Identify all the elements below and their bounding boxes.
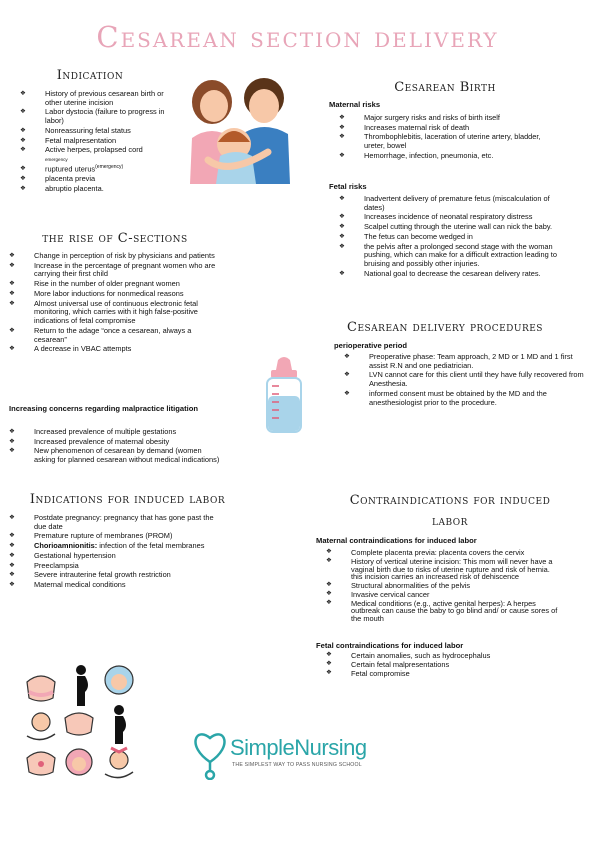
list-item: ❖ New phenomenon of cesarean by demand (women asking for planned cesarean without medical indications)	[9, 447, 224, 464]
maternal-contra-list	[326, 549, 561, 624]
list-item: ❖ Preoperative phase: Team approach, 2 MD or 1 MD and 1 first assist R.N and one pediatrician.	[344, 353, 584, 370]
list-item: ❖ Almost universal use of continuous electronic fetal monitoring, which carries with it high false-positive indications of fetal compromise	[9, 300, 224, 326]
list-item: ❖ LVN cannot care for this client until they have fully recovered from Anesthesia.	[344, 371, 584, 388]
belly-icon-2	[65, 713, 93, 735]
list-item: ❖ Increased prevalence of multiple gestations	[9, 428, 224, 437]
baby-girl-icon	[66, 749, 92, 775]
list-item: ❖ National goal to decrease the cesarean delivery rates.	[339, 270, 561, 279]
list-item: ❖ Nonreassuring fetal status	[20, 127, 165, 136]
induced-list	[9, 514, 224, 591]
contra-heading-line1: Contraindications for induced	[349, 493, 551, 508]
belly-icon	[27, 676, 55, 701]
indication-heading: Indication	[56, 68, 124, 83]
list-item: ❖ More labor inductions for nonmedical reasons	[9, 290, 224, 299]
list-item: ❖ Rise in the number of older pregnant women	[9, 280, 224, 289]
list-item: ❖ informed consent must be obtained by the MD and the anesthesiologist prior to the procedure.	[344, 390, 584, 407]
list-item: ❖ ruptured uterus$^{(emergency)}$	[20, 165, 165, 174]
list-item: ❖ Preeclampsia	[9, 562, 224, 571]
logo-name: SimpleNursing	[230, 735, 367, 760]
list-item: ❖ Medical conditions (e.g., active genital herpes): A herpes outbreak can cause the baby to go blind and/ or cause sores of the mouth	[326, 600, 561, 623]
list-item: ❖ Complete placenta previa: placenta covers the cervix	[326, 549, 561, 557]
list-item: ❖ Severe intrauterine fetal growth restriction	[9, 571, 224, 580]
pregnant-woman-icon	[76, 665, 88, 706]
baby-face-icon	[105, 666, 133, 694]
maternal-contra-heading: Maternal contraindications for induced labor	[316, 536, 477, 545]
list-item: ❖ Gestational hypertension	[9, 552, 224, 561]
list-item: ❖ Return to the adage “once a cesarean, always a cesarean”	[9, 327, 224, 344]
list-item: ❖ Increased prevalence of maternal obesity	[9, 438, 224, 447]
baby-hand-icon	[27, 713, 55, 740]
list-item: ❖ Change in perception of risk by physicians and patients	[9, 252, 224, 261]
list-item: ❖ Fetal compromise	[326, 670, 561, 678]
list-item: ❖ Labor dystocia (failure to progress in labor)	[20, 108, 165, 125]
list-item: ❖ Scalpel cutting through the uterine wall can nick the baby.	[339, 223, 561, 232]
fetal-risks-list	[339, 195, 561, 280]
concerns-list	[9, 428, 224, 466]
list-item: ❖ Postdate pregnancy: pregnancy that has gone past the due date	[9, 514, 224, 531]
procedures-list	[344, 353, 584, 408]
rise-list	[9, 252, 224, 355]
belly-heart-icon	[27, 752, 55, 775]
pregnant-woman-icon-2	[114, 705, 126, 744]
family-icon	[178, 72, 298, 187]
list-item: ❖ Fetal malpresentation	[20, 137, 165, 146]
list-item: ❖ Structural abnormalities of the pelvis	[326, 582, 561, 590]
page-title: Cesarean section delivery	[96, 20, 499, 54]
list-item: ❖ Invasive cervical cancer	[326, 591, 561, 599]
list-item: ❖ the pelvis after a prolonged second stage with the woman pushing, which can make for a difficult extraction leading to bruising and possibly other injuries.	[339, 243, 561, 269]
list-item: ❖ Certain fetal malpresentations	[326, 661, 561, 669]
list-item: ❖ Increases maternal risk of death	[339, 124, 559, 133]
list-item: ❖ A decrease in VBAC attempts	[9, 345, 224, 354]
indication-list	[20, 90, 165, 195]
contra-heading-line2: labor	[432, 514, 468, 529]
stethoscope-logo-icon	[190, 728, 230, 780]
perioperative-heading: perioperative period	[334, 341, 408, 350]
maternal-risks-heading: Maternal risks	[329, 100, 381, 109]
list-item: ❖ The fetus can become wedged in	[339, 233, 561, 242]
procedures-heading: Cesarean delivery procedures	[347, 320, 543, 335]
maternal-risks-list	[339, 114, 559, 162]
birth-heading: Cesarean Birth	[394, 80, 496, 95]
list-item: ❖ Thrombophlebitis, laceration of uterine artery, bladder, ureter, bowel	[339, 133, 559, 150]
logo-tagline: THE SIMPLEST WAY TO PASS NURSING SCHOOL	[232, 762, 362, 768]
list-item: ❖ Maternal medical conditions	[9, 581, 224, 590]
list-item: ❖ Major surgery risks and risks of birth itself	[339, 114, 559, 123]
baby-bow-icon	[105, 748, 133, 778]
list-item: ❖ Premature rupture of membranes (PROM)	[9, 532, 224, 541]
induced-heading: Indications for induced labor	[29, 492, 226, 507]
list-item: ❖ History of vertical uterine incision: This mom will never have a vaginal birth due to risks of uterine rupture and risk of hernia. this incision carries an increased risk of dehiscence	[326, 558, 561, 581]
list-item: ❖ Hemorrhage, infection, pneumonia, etc.	[339, 152, 559, 161]
fetal-risks-heading: Fetal risks	[329, 182, 367, 191]
list-item: ❖ placenta previa	[20, 175, 165, 184]
pregnancy-icons-grid	[25, 662, 135, 782]
list-item: ❖ Certain anomalies, such as hydrocephalus	[326, 652, 561, 660]
list-item: ❖ Chorioamnionitis: infection of the fetal membranes	[9, 542, 224, 551]
list-item: ❖ Increase in the percentage of pregnant women who are carrying their first child	[9, 262, 224, 279]
list-item: ❖ Increases incidence of neonatal respiratory distress	[339, 213, 561, 222]
concerns-heading: Increasing concerns regarding malpractice litigation	[9, 404, 199, 413]
list-item: ❖ abruptio placenta.	[20, 185, 165, 194]
fetal-contra-list	[326, 652, 561, 678]
list-item: ❖ History of previous cesarean birth or other uterine incision	[20, 90, 165, 107]
list-item: ❖ Active herpes, prolapsed cord emergency	[20, 146, 165, 163]
list-item: ❖ Inadvertent delivery of premature fetus (miscalculation of dates)	[339, 195, 561, 212]
fetal-contra-heading: Fetal contraindications for induced labor	[316, 641, 464, 650]
rise-heading: the rise of C-sections	[42, 231, 188, 246]
baby-bottle-icon	[262, 356, 306, 434]
